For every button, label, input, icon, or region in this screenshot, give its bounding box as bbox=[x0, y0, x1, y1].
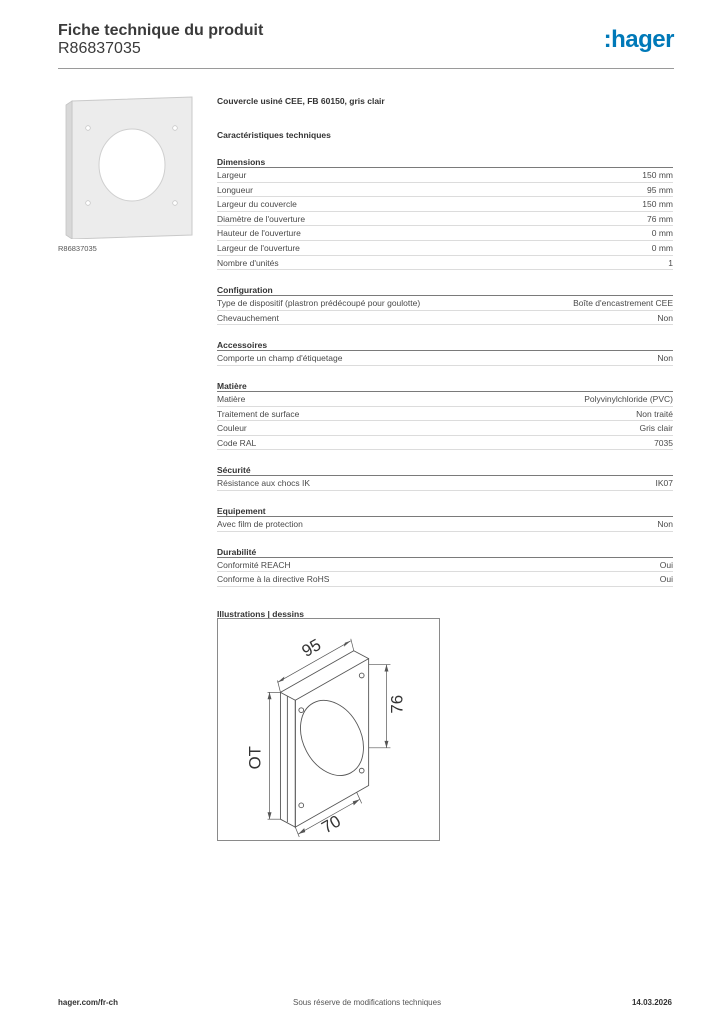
spec-value: Oui bbox=[659, 574, 673, 585]
spec-label: Largeur de l'ouverture bbox=[217, 242, 300, 253]
spec-row bbox=[217, 256, 673, 271]
footer-notice: Sous réserve de modifications techniques bbox=[293, 998, 442, 1007]
spec-row bbox=[217, 572, 673, 587]
spec-value: 0 mm bbox=[651, 228, 673, 239]
spec-row bbox=[217, 476, 673, 491]
dimension-label-top: 95 bbox=[298, 635, 325, 661]
spec-section bbox=[217, 464, 673, 491]
spec-value: 76 mm bbox=[647, 213, 673, 224]
spec-value: Non bbox=[657, 312, 673, 323]
header-divider bbox=[58, 68, 674, 69]
spec-row bbox=[217, 183, 673, 198]
spec-label: Résistance aux chocs IK bbox=[217, 478, 311, 489]
spec-label: Diamètre de l'ouverture bbox=[217, 213, 306, 224]
spec-value: Non bbox=[657, 353, 673, 364]
product-specifications bbox=[217, 96, 673, 621]
section-title: Configuration bbox=[217, 284, 673, 296]
spec-row bbox=[217, 168, 673, 183]
spec-label: Largeur du couvercle bbox=[217, 199, 297, 210]
spec-label: Traitement de surface bbox=[217, 408, 300, 419]
spec-label: Chevauchement bbox=[217, 312, 279, 323]
spec-section bbox=[217, 505, 673, 532]
dimension-label-left: OT bbox=[245, 746, 265, 770]
spec-label: Nombre d'unités bbox=[217, 257, 279, 268]
section-title: Durabilité bbox=[217, 546, 673, 558]
technical-characteristics-heading: Caractéristiques techniques bbox=[217, 130, 331, 140]
spec-label: Couleur bbox=[217, 423, 247, 434]
spec-label: Avec film de protection bbox=[217, 518, 303, 529]
section-title: Sécurité bbox=[217, 464, 673, 476]
page-header bbox=[58, 20, 674, 70]
spec-row bbox=[217, 392, 673, 407]
document-title: Fiche technique du produit bbox=[58, 22, 264, 39]
spec-value: 150 mm bbox=[642, 199, 673, 210]
spec-row bbox=[217, 558, 673, 573]
spec-section bbox=[217, 284, 673, 325]
spec-section bbox=[217, 546, 673, 587]
dimension-label-right: 76 bbox=[387, 694, 407, 714]
spec-value: 7035 bbox=[654, 437, 673, 448]
spec-label: Largeur bbox=[217, 170, 247, 180]
product-thumbnail-image bbox=[58, 95, 202, 239]
spec-section bbox=[217, 339, 673, 366]
spec-label: Matière bbox=[217, 393, 246, 404]
spec-row bbox=[217, 436, 673, 451]
spec-value: 1 bbox=[668, 257, 673, 268]
spec-value: 0 mm bbox=[651, 242, 673, 253]
thumbnail-caption: R86837035 bbox=[58, 244, 97, 253]
spec-label: Longueur bbox=[217, 184, 253, 195]
spec-row bbox=[217, 407, 673, 422]
section-title: Matière bbox=[217, 380, 673, 392]
spec-value: 95 mm bbox=[647, 184, 673, 195]
product-reference: R86837035 bbox=[58, 40, 141, 57]
spec-value: Non bbox=[657, 518, 673, 529]
drawing-plate-front bbox=[295, 659, 368, 827]
spec-row bbox=[217, 296, 673, 311]
spec-row bbox=[217, 197, 673, 212]
section-title: Accessoires bbox=[217, 339, 673, 351]
spec-section bbox=[217, 380, 673, 450]
drawing-plate-side bbox=[280, 692, 295, 827]
spec-value: 150 mm bbox=[642, 170, 673, 180]
drawing-opening bbox=[288, 689, 376, 786]
spec-value: Gris clair bbox=[639, 423, 673, 434]
spec-row bbox=[217, 421, 673, 436]
spec-row bbox=[217, 311, 673, 326]
footer-date: 14.03.2026 bbox=[631, 998, 672, 1007]
spec-value: Boîte d'encastrement CEE bbox=[573, 298, 673, 309]
spec-sections bbox=[217, 156, 673, 587]
technical-drawing bbox=[217, 618, 440, 841]
spec-label: Type de dispositif (plastron prédécoupé pour goulotte) bbox=[217, 298, 421, 309]
spec-label: Code RAL bbox=[217, 437, 257, 448]
spec-label: Comporte un champ d'étiquetage bbox=[217, 353, 343, 364]
spec-row bbox=[217, 226, 673, 241]
spec-label: Conforme à la directive RoHS bbox=[217, 574, 330, 585]
illustrations-heading: Illustrations | dessins bbox=[217, 608, 304, 619]
spec-row bbox=[217, 212, 673, 227]
spec-row bbox=[217, 351, 673, 366]
section-title: Dimensions bbox=[217, 156, 673, 168]
spec-label: Conformité REACH bbox=[217, 559, 291, 570]
spec-label: Hauteur de l'ouverture bbox=[217, 228, 301, 239]
spec-value: Polyvinylchloride (PVC) bbox=[584, 393, 673, 404]
spec-section bbox=[217, 156, 673, 270]
spec-row bbox=[217, 517, 673, 532]
spec-value: Non traité bbox=[636, 408, 673, 419]
section-title: Equipement bbox=[217, 505, 673, 517]
footer-website: hager.com/fr-ch bbox=[58, 998, 119, 1007]
spec-value: IK07 bbox=[655, 478, 673, 489]
hager-logo: :hager bbox=[603, 26, 674, 53]
product-name: Couvercle usiné CEE, FB 60150, gris clair bbox=[217, 96, 385, 106]
dimension-label-bottom: 70 bbox=[318, 811, 345, 838]
spec-value: Oui bbox=[659, 559, 673, 570]
spec-row bbox=[217, 241, 673, 256]
